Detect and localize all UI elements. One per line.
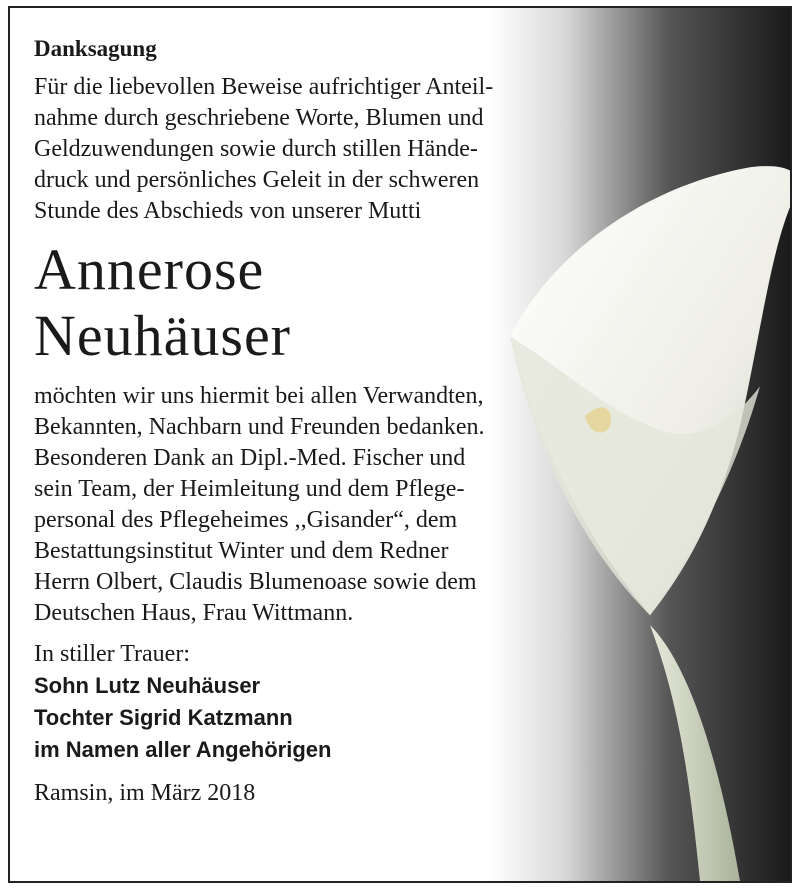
text-column: [34, 34, 594, 809]
body-paragraph: [34, 381, 594, 629]
mourner-name: Sohn Lutz Neuhäuser: [34, 673, 261, 698]
last-name: Neuhäuser: [34, 303, 292, 368]
deceased-name: [34, 237, 594, 369]
body-line: Herrn Olbert, Claudis Blumenoase sowie dem: [34, 569, 477, 595]
body-line: Besonderen Dank an Dipl.-Med. Fischer und: [34, 445, 466, 471]
body-line: sein Team, der Heimleitung und dem Pflege-: [34, 476, 465, 502]
intro-paragraph: [34, 72, 594, 227]
body-line: personal des Pflegeheimes ,,Gisander“, dem: [34, 507, 458, 533]
first-name: Annerose: [34, 237, 265, 302]
heading: Danksagung: [34, 36, 157, 61]
intro-line: Geldzuwendungen sowie durch stillen Hände-: [34, 136, 478, 162]
body-line: Bestattungsinstitut Winter und dem Redner: [34, 538, 449, 564]
signature-block: [34, 639, 594, 766]
intro-line: nahme durch geschriebene Worte, Blumen und: [34, 105, 484, 131]
intro-line: druck und persönliches Geleit in der schweren: [34, 167, 480, 193]
body-line: Deutschen Haus, Frau Wittmann.: [34, 600, 354, 626]
body-line: Bekannten, Nachbarn und Freunden bedanken.: [34, 414, 485, 440]
mourner-name: im Namen aller Angehörigen: [34, 737, 332, 762]
intro-line: Für die liebevollen Beweise aufrichtiger Anteil-: [34, 74, 494, 100]
place-date: Ramsin, im März 2018: [34, 780, 256, 806]
obituary-card: [8, 6, 792, 883]
mourner-name: Tochter Sigrid Katzmann: [34, 705, 293, 730]
intro-line: Stunde des Abschieds von unserer Mutti: [34, 198, 422, 224]
signature-intro: In stiller Trauer:: [34, 641, 190, 667]
body-line: möchten wir uns hiermit bei allen Verwandten,: [34, 383, 484, 409]
